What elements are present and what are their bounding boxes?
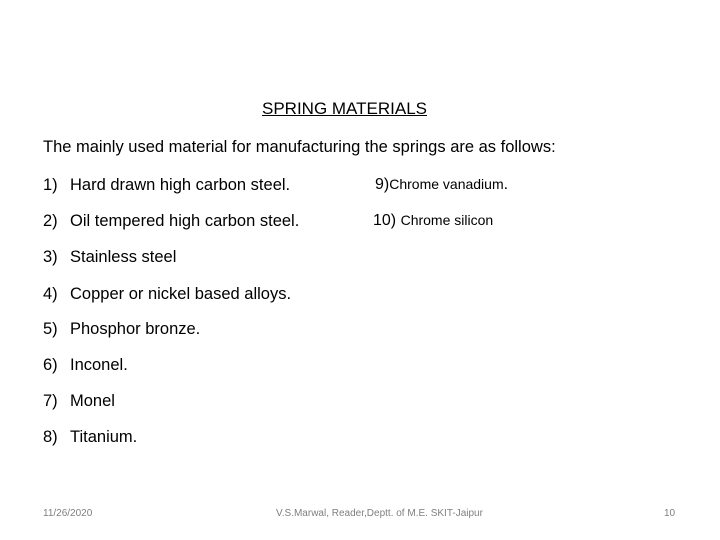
list-item-right bbox=[373, 212, 493, 230]
list-item bbox=[43, 176, 290, 195]
list-number: 9) bbox=[375, 176, 390, 193]
list-number: 3) bbox=[43, 248, 58, 266]
footer-page-number: 10 bbox=[664, 508, 676, 519]
list-number: 6) bbox=[43, 356, 58, 374]
list-text: Monel bbox=[70, 392, 115, 410]
list-item-right bbox=[375, 176, 508, 194]
list-item bbox=[43, 248, 176, 267]
list-number: 10) bbox=[373, 212, 397, 229]
footer-author: V.S.Marwal, Reader,Deptt. of M.E. SKIT-Jaipur bbox=[276, 508, 483, 519]
list-item bbox=[43, 428, 137, 447]
list-text: Inconel. bbox=[70, 356, 128, 374]
list-text: Phosphor bronze. bbox=[70, 320, 201, 338]
list-number: 2) bbox=[43, 212, 58, 230]
list-text: Oil tempered high carbon steel. bbox=[70, 212, 300, 230]
list-number: 4) bbox=[43, 285, 58, 303]
list-tail: . bbox=[503, 176, 509, 193]
list-number: 5) bbox=[43, 320, 58, 338]
list-text: Hard drawn high carbon steel. bbox=[70, 176, 291, 194]
list-item bbox=[43, 392, 115, 411]
slide-title: SPRING MATERIALS bbox=[262, 99, 427, 118]
list-number: 1) bbox=[43, 176, 58, 194]
list-item bbox=[43, 285, 291, 304]
list-item bbox=[43, 356, 128, 375]
list-item bbox=[43, 212, 299, 231]
intro-text: The mainly used material for manufacturing the springs are as follows: bbox=[43, 138, 556, 156]
list-text: Chrome vanadium bbox=[389, 176, 504, 192]
list-item bbox=[43, 320, 200, 339]
footer-date: 11/26/2020 bbox=[43, 508, 93, 519]
list-text: Copper or nickel based alloys. bbox=[70, 285, 292, 303]
list-number: 7) bbox=[43, 392, 58, 410]
list-text: Chrome silicon bbox=[400, 212, 494, 228]
list-text: Stainless steel bbox=[70, 248, 177, 266]
list-text: Titanium. bbox=[70, 428, 138, 446]
list-number: 8) bbox=[43, 428, 58, 446]
